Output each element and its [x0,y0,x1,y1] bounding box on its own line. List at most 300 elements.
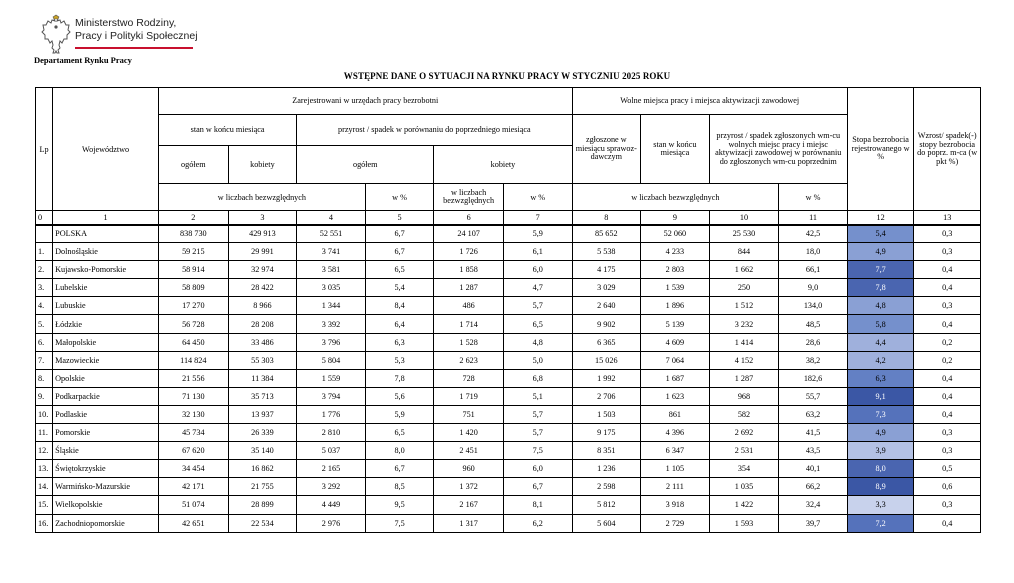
value-cell: 1 420 [434,424,504,442]
value-cell: 6,2 [503,514,572,532]
value-cell: 3 232 [709,315,779,333]
value-cell: 0,2 [914,351,981,369]
value-cell: 29 991 [228,243,297,261]
value-cell: 66,2 [779,478,848,496]
value-cell: 0,3 [914,297,981,315]
voivodeship-name: Mazowieckie [53,351,159,369]
value-cell: 4 152 [709,351,779,369]
value-cell: 5,7 [503,297,572,315]
table-row [36,514,981,532]
value-cell: 6 347 [641,442,710,460]
value-cell: 1 414 [709,333,779,351]
value-cell: 56 728 [159,315,229,333]
page-title: WSTĘPNE DANE O SYTUACJI NA RYNKU PRACY W STYCZNIU 2025 ROKU [343,71,671,81]
value-cell: 1 503 [572,405,641,423]
value-cell: 1 539 [641,279,710,297]
col-num: 12 [847,211,914,225]
value-cell: 28 208 [228,315,297,333]
value-cell: 28,6 [779,333,848,351]
value-cell: 17 270 [159,297,229,315]
value-cell: 0,4 [914,261,981,279]
labour-market-table [35,87,981,533]
value-cell: 0,3 [914,243,981,261]
value-cell: 7,8 [365,369,434,387]
value-cell: 8,5 [365,478,434,496]
header-stan-end: stan w końcu miesiąca [641,115,710,184]
col-num: 1 [53,211,159,225]
value-cell: 63,2 [779,405,848,423]
table-row [36,261,981,279]
row-lp: 16. [36,514,53,532]
value-cell: 0,2 [914,333,981,351]
voivodeship-name: Podlaskie [53,405,159,423]
value-cell: 9 902 [572,315,641,333]
value-cell: 486 [434,297,504,315]
table-row [36,351,981,369]
table-row [36,424,981,442]
value-cell: 1 287 [434,279,504,297]
value-cell: 114 824 [159,351,229,369]
value-cell: 2 623 [434,351,504,369]
value-cell: 861 [641,405,710,423]
row-lp: 15. [36,496,53,514]
value-cell: 6,1 [503,243,572,261]
value-cell: 4 175 [572,261,641,279]
value-cell: 3 918 [641,496,710,514]
value-cell: 1 344 [297,297,366,315]
value-cell: 5 604 [572,514,641,532]
value-cell: 1 593 [709,514,779,532]
value-cell: 7,5 [365,514,434,532]
value-cell: 18,0 [779,243,848,261]
value-cell: 3 581 [297,261,366,279]
value-cell: 13 937 [228,405,297,423]
value-cell: 8 351 [572,442,641,460]
value-cell: 38,2 [779,351,848,369]
ministry-name-line2: Pracy i Polityki Społecznej [75,29,198,42]
value-cell: 1 512 [709,297,779,315]
voivodeship-name: Lubuskie [53,297,159,315]
value-cell: 6,5 [503,315,572,333]
value-cell: 42 651 [159,514,229,532]
value-cell: 134,0 [779,297,848,315]
header-vac-pct: w % [779,184,848,211]
value-cell: 0,4 [914,279,981,297]
value-cell: 2 531 [709,442,779,460]
header-pct-ogolem: w % [365,184,434,211]
value-cell: 28 422 [228,279,297,297]
ministry-logo [40,13,210,55]
value-cell: 1 236 [572,460,641,478]
unemployment-rate-cell: 5,4 [847,225,914,243]
value-cell: 3 035 [297,279,366,297]
value-cell: 5,0 [503,351,572,369]
row-lp: 3. [36,279,53,297]
voivodeship-name: Dolnośląskie [53,243,159,261]
value-cell: 838 730 [159,225,229,243]
value-cell: 3 794 [297,387,366,405]
unemployment-rate-cell: 4,9 [847,243,914,261]
value-cell: 59 215 [159,243,229,261]
value-cell: 2 165 [297,460,366,478]
value-cell: 4 449 [297,496,366,514]
value-cell: 21 755 [228,478,297,496]
table-body [36,225,981,533]
header-vacancies: Wolne miejsca pracy i miejsca aktywizacji zawodowej [572,88,847,115]
value-cell: 28 899 [228,496,297,514]
value-cell: 58 809 [159,279,229,297]
voivodeship-name: Opolskie [53,369,159,387]
row-lp: 7. [36,351,53,369]
value-cell: 15 026 [572,351,641,369]
value-cell: 1 714 [434,315,504,333]
value-cell: 2 810 [297,424,366,442]
col-num: 7 [503,211,572,225]
value-cell: 6,7 [365,243,434,261]
table-row [36,315,981,333]
voivodeship-name: Łódzkie [53,315,159,333]
value-cell: 0,6 [914,478,981,496]
value-cell: 0,4 [914,405,981,423]
value-cell: 1 372 [434,478,504,496]
value-cell: 1 035 [709,478,779,496]
value-cell: 51 074 [159,496,229,514]
value-cell: 0,4 [914,514,981,532]
value-cell: 8 966 [228,297,297,315]
eagle-emblem-icon [40,13,72,55]
value-cell: 3 796 [297,333,366,351]
header-vac-abs-values: w liczbach bezwzględnych [572,184,779,211]
value-cell: 32 130 [159,405,229,423]
col-num: 2 [159,211,229,225]
value-cell: 6,3 [365,333,434,351]
value-cell: 64 450 [159,333,229,351]
table-row [36,243,981,261]
col-num: 5 [365,211,434,225]
value-cell: 24 107 [434,225,504,243]
value-cell: 71 130 [159,387,229,405]
value-cell: 67 620 [159,442,229,460]
table-row [36,478,981,496]
value-cell: 35 140 [228,442,297,460]
value-cell: 55 303 [228,351,297,369]
value-cell: 2 451 [434,442,504,460]
value-cell: 5,7 [503,405,572,423]
value-cell: 3 292 [297,478,366,496]
value-cell: 6,0 [503,261,572,279]
value-cell: 5 139 [641,315,710,333]
value-cell: 6 365 [572,333,641,351]
value-cell: 960 [434,460,504,478]
header-rate-change: Wzrost/ spadek(-) stopy bezrobocia do poprz. m-ca (w pkt %) [914,88,981,211]
voivodeship-name: Śląskie [53,442,159,460]
voivodeship-name: POLSKA [53,225,159,243]
value-cell: 1 992 [572,369,641,387]
value-cell: 1 858 [434,261,504,279]
value-cell: 9,0 [779,279,848,297]
value-cell: 429 913 [228,225,297,243]
value-cell: 0,3 [914,496,981,514]
table-row [36,369,981,387]
value-cell: 2 729 [641,514,710,532]
value-cell: 5,1 [503,387,572,405]
voivodeship-name: Wielkopolskie [53,496,159,514]
value-cell: 7 064 [641,351,710,369]
value-cell: 52 060 [641,225,710,243]
value-cell: 6,8 [503,369,572,387]
header-vacancy-growth: przyrost / spadek zgłoszonych wm-cu wolnych miejsc pracy i miejsc aktywizacji zawodowej w porównaniu do zgłoszonych wm-cu poprzednim [709,115,847,184]
header-ogolem: ogółem [159,146,229,184]
value-cell: 55,7 [779,387,848,405]
value-cell: 5,7 [503,424,572,442]
row-lp: 6. [36,333,53,351]
value-cell: 0,5 [914,460,981,478]
value-cell: 6,0 [503,460,572,478]
value-cell: 6,7 [365,460,434,478]
ministry-name-line1: Ministerstwo Rodziny, [75,17,177,29]
voivodeship-name: Lubelskie [53,279,159,297]
ministry-name [75,17,198,42]
value-cell: 844 [709,243,779,261]
value-cell: 5,4 [365,279,434,297]
col-num: 13 [914,211,981,225]
value-cell: 42 171 [159,478,229,496]
value-cell: 4 396 [641,424,710,442]
unemployment-rate-cell: 7,7 [847,261,914,279]
value-cell: 5 812 [572,496,641,514]
value-cell: 0,4 [914,387,981,405]
value-cell: 2 706 [572,387,641,405]
header-lp: Lp [36,88,53,211]
value-cell: 5,9 [503,225,572,243]
value-cell: 354 [709,460,779,478]
value-cell: 22 534 [228,514,297,532]
row-lp [36,225,53,243]
value-cell: 6,5 [365,424,434,442]
value-cell: 66,1 [779,261,848,279]
value-cell: 34 454 [159,460,229,478]
unemployment-rate-cell: 5,8 [847,315,914,333]
value-cell: 0,3 [914,424,981,442]
row-lp: 4. [36,297,53,315]
value-cell: 85 652 [572,225,641,243]
voivodeship-name: Warmińsko-Mazurskie [53,478,159,496]
value-cell: 33 486 [228,333,297,351]
column-number-row [36,211,981,225]
poland-total-row [36,225,981,243]
value-cell: 9,5 [365,496,434,514]
value-cell: 3 741 [297,243,366,261]
value-cell: 2 640 [572,297,641,315]
voivodeship-name: Zachodniopomorskie [53,514,159,532]
voivodeship-name: Świętokrzyskie [53,460,159,478]
value-cell: 58 914 [159,261,229,279]
value-cell: 0,4 [914,315,981,333]
table-row [36,297,981,315]
value-cell: 1 687 [641,369,710,387]
value-cell: 32 974 [228,261,297,279]
value-cell: 1 623 [641,387,710,405]
value-cell: 42,5 [779,225,848,243]
row-lp: 1. [36,243,53,261]
value-cell: 1 105 [641,460,710,478]
row-lp: 11. [36,424,53,442]
row-lp: 9. [36,387,53,405]
col-num: 0 [36,211,53,225]
value-cell: 5 538 [572,243,641,261]
value-cell: 21 556 [159,369,229,387]
value-cell: 52 551 [297,225,366,243]
value-cell: 5 037 [297,442,366,460]
value-cell: 3 029 [572,279,641,297]
value-cell: 35 713 [228,387,297,405]
value-cell: 45 734 [159,424,229,442]
value-cell: 8,1 [503,496,572,514]
value-cell: 7,5 [503,442,572,460]
header-registered-unemployed: Zarejestrowani w urzędach pracy bezrobotni [159,88,572,115]
row-lp: 8. [36,369,53,387]
table-row [36,405,981,423]
unemployment-rate-cell: 8,0 [847,460,914,478]
value-cell: 16 862 [228,460,297,478]
unemployment-rate-cell: 4,2 [847,351,914,369]
unemployment-rate-cell: 3,9 [847,442,914,460]
table-row [36,496,981,514]
value-cell: 0,3 [914,225,981,243]
header-voivodeship: Województwo [53,88,159,211]
value-cell: 2 167 [434,496,504,514]
value-cell: 2 803 [641,261,710,279]
header-kobiety: kobiety [228,146,297,184]
unemployment-rate-cell: 4,8 [847,297,914,315]
header-abs-values: w liczbach bezwzględnych [159,184,366,211]
value-cell: 1 662 [709,261,779,279]
unemployment-rate-cell: 3,3 [847,496,914,514]
header-abs-short: w liczbach bezwzględnych [434,184,504,211]
value-cell: 1 528 [434,333,504,351]
header-growth-ogolem: ogółem [297,146,434,184]
value-cell: 6,7 [503,478,572,496]
value-cell: 8,4 [365,297,434,315]
col-num: 10 [709,211,779,225]
value-cell: 2 598 [572,478,641,496]
table-row [36,279,981,297]
row-lp: 12. [36,442,53,460]
col-num: 4 [297,211,366,225]
value-cell: 2 976 [297,514,366,532]
row-lp: 5. [36,315,53,333]
value-cell: 250 [709,279,779,297]
value-cell: 6,7 [365,225,434,243]
header-growth-kobiety: kobiety [434,146,572,184]
value-cell: 32,4 [779,496,848,514]
value-cell: 2 111 [641,478,710,496]
col-num: 11 [779,211,848,225]
value-cell: 182,6 [779,369,848,387]
value-cell: 11 384 [228,369,297,387]
header-unemployment-rate: Stopa bezrobocia rejestrowanego w % [847,88,914,211]
value-cell: 968 [709,387,779,405]
department-name: Departament Rynku Pracy [34,55,132,65]
value-cell: 26 339 [228,424,297,442]
value-cell: 1 896 [641,297,710,315]
unemployment-rate-cell: 6,3 [847,369,914,387]
col-num: 9 [641,211,710,225]
value-cell: 4 609 [641,333,710,351]
value-cell: 2 692 [709,424,779,442]
unemployment-rate-cell: 7,3 [847,405,914,423]
col-num: 3 [228,211,297,225]
value-cell: 40,1 [779,460,848,478]
voivodeship-name: Małopolskie [53,333,159,351]
header-pct-kobiety: w % [503,184,572,211]
value-cell: 3 392 [297,315,366,333]
value-cell: 1 317 [434,514,504,532]
value-cell: 9 175 [572,424,641,442]
value-cell: 728 [434,369,504,387]
value-cell: 4,7 [503,279,572,297]
value-cell: 751 [434,405,504,423]
value-cell: 6,5 [365,261,434,279]
row-lp: 2. [36,261,53,279]
table-row [36,333,981,351]
value-cell: 4,8 [503,333,572,351]
unemployment-rate-cell: 8,9 [847,478,914,496]
unemployment-rate-cell: 7,2 [847,514,914,532]
unemployment-rate-cell: 7,8 [847,279,914,297]
value-cell: 1 559 [297,369,366,387]
col-num: 6 [434,211,504,225]
value-cell: 4 233 [641,243,710,261]
value-cell: 25 530 [709,225,779,243]
header-stan-end-month: stan w końcu miesiąca [159,115,297,146]
table-row [36,442,981,460]
row-lp: 14. [36,478,53,496]
logo-underline [75,47,193,49]
value-cell: 6,4 [365,315,434,333]
header-growth-prev-month: przyrost / spadek w porównaniu do poprzedniego miesiąca [297,115,572,146]
value-cell: 5 804 [297,351,366,369]
value-cell: 5,3 [365,351,434,369]
voivodeship-name: Pomorskie [53,424,159,442]
value-cell: 41,5 [779,424,848,442]
value-cell: 1 719 [434,387,504,405]
voivodeship-name: Kujawsko-Pomorskie [53,261,159,279]
value-cell: 1 287 [709,369,779,387]
col-num: 8 [572,211,641,225]
value-cell: 0,3 [914,442,981,460]
unemployment-rate-cell: 9,1 [847,387,914,405]
table-row [36,387,981,405]
value-cell: 39,7 [779,514,848,532]
value-cell: 0,4 [914,369,981,387]
value-cell: 582 [709,405,779,423]
row-lp: 10. [36,405,53,423]
value-cell: 1 726 [434,243,504,261]
value-cell: 48,5 [779,315,848,333]
table-row [36,460,981,478]
value-cell: 5,9 [365,405,434,423]
voivodeship-name: Podkarpackie [53,387,159,405]
value-cell: 5,6 [365,387,434,405]
value-cell: 43,5 [779,442,848,460]
unemployment-rate-cell: 4,4 [847,333,914,351]
value-cell: 1 422 [709,496,779,514]
unemployment-rate-cell: 4,9 [847,424,914,442]
row-lp: 13. [36,460,53,478]
header-reported: zgłoszone w miesiącu sprawoz-dawczym [572,115,641,184]
value-cell: 1 776 [297,405,366,423]
